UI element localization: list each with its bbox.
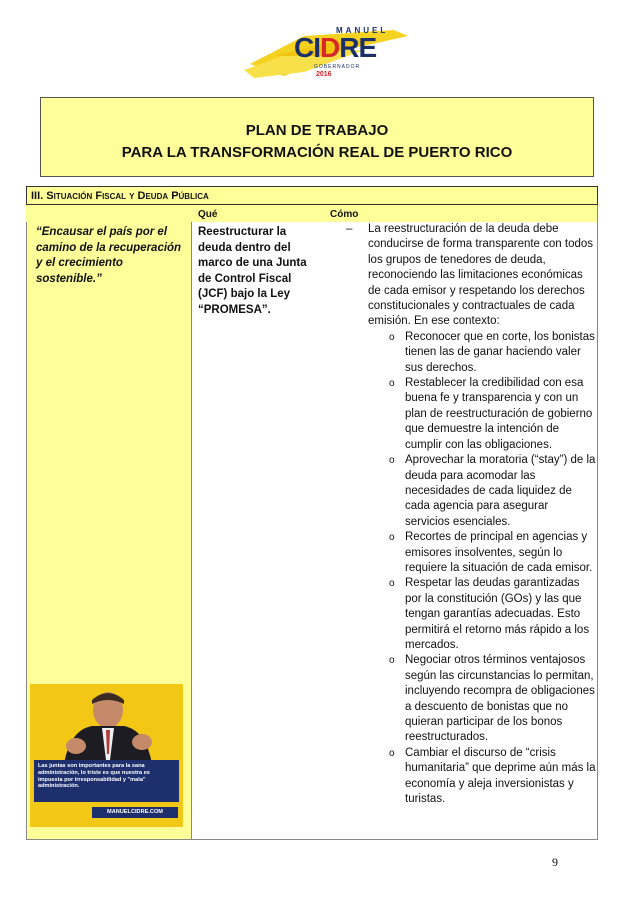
dash-marker: – <box>346 223 353 235</box>
list-item: o Recortes de principal en agencias y emisores insolventes, según lo requiere la situación de cada emisor. <box>389 531 593 574</box>
bullet-marker: o <box>389 578 395 590</box>
section-name: Situación Fiscal y Deuda Pública <box>46 190 209 202</box>
bullet-marker: o <box>389 747 395 759</box>
list-item: o Cambiar el discurso de “crisis humanitaria” que deprime aún más la economía y aleja inversionistas y turistas. <box>389 746 596 806</box>
bullet-marker: o <box>389 455 395 467</box>
list-item: o Restablecer la credibilidad con esa buena fe y transparencia y con un plan de reestructuración de gobierno que demuestre la intención de cumplir con las obligaciones. <box>389 377 593 451</box>
section-number: III. <box>31 190 44 202</box>
section-header <box>26 186 598 205</box>
table-right-border <box>597 205 598 840</box>
bullet-marker: o <box>389 655 395 667</box>
que-text: Reestructurar la deuda dentro del marco de una Junta de Control Fiscal (JCF) bajo la Ley “PROMESA”. <box>198 226 307 316</box>
logo-top-text: MANUEL <box>336 26 389 35</box>
bullet-marker: o <box>389 331 395 343</box>
column-header-que: Qué <box>198 209 218 220</box>
list-item: o Respetar las deudas garantizadas por la constitución (GOs) y las que tengan garantías adecuadas. Esto permitirá el retorno más rápido a los mercados. <box>389 577 590 651</box>
como-bullet-list <box>346 330 596 808</box>
bullet-marker: o <box>389 378 395 390</box>
logo-subtitle: GOBERNADOR <box>314 64 361 70</box>
como-column <box>346 222 596 807</box>
como-intro-text: La reestructuración de la deuda debe conducirse de forma transparente con todos los grupos de tenedores de deuda, reconociendo las limitaciones económicas de cada emisor y respetando los derechos constitucionales y contractuales de cada emisión. En ese contexto: <box>368 223 594 328</box>
list-item: o Reconocer que en corte, los bonistas tienen las de ganar haciendo valer sus derechos. <box>389 330 595 374</box>
campaign-logo <box>244 26 410 82</box>
candidate-figure-graphic <box>30 684 183 827</box>
page-subtitle: PARA LA TRANSFORMACIÓN REAL DE PUERTO RICO <box>121 144 513 161</box>
candidate-photo <box>30 684 183 827</box>
logo-year: 2016 <box>316 71 332 78</box>
logo-name: CIDRE <box>294 32 377 63</box>
list-item: o Negociar otros términos ventajosos según las circunstancias lo permitan, incluyendo recompra de obligaciones a descuento de bonistas que no quieran participar de los bonos reestructurados. <box>389 654 595 744</box>
photo-website: MANUELCIDRE.COM <box>92 807 178 818</box>
table-bottom-border <box>26 839 598 840</box>
como-intro <box>346 222 596 330</box>
list-item: o Aprovechar la moratoria (“stay”) de la deuda para acomodar las necesidades de cada liquidez de cada agencia para asegurar servicios esenciales. <box>389 454 596 528</box>
objective-text: “Encausar el país por el camino de la recuperación y el crecimiento sostenible.” <box>36 226 182 285</box>
photo-caption: Las juntas son importantes para la sana administración, lo triste es que nuestra es impuesta por irresponsabilidad y "mala" administración. <box>34 760 179 802</box>
page-number: 9 <box>552 855 558 869</box>
column-header-row <box>26 205 598 222</box>
page-title: PLAN DE TRABAJO <box>245 122 389 139</box>
title-box <box>40 97 594 177</box>
column-header-como: Cómo <box>330 209 359 220</box>
bullet-marker: o <box>389 532 395 544</box>
